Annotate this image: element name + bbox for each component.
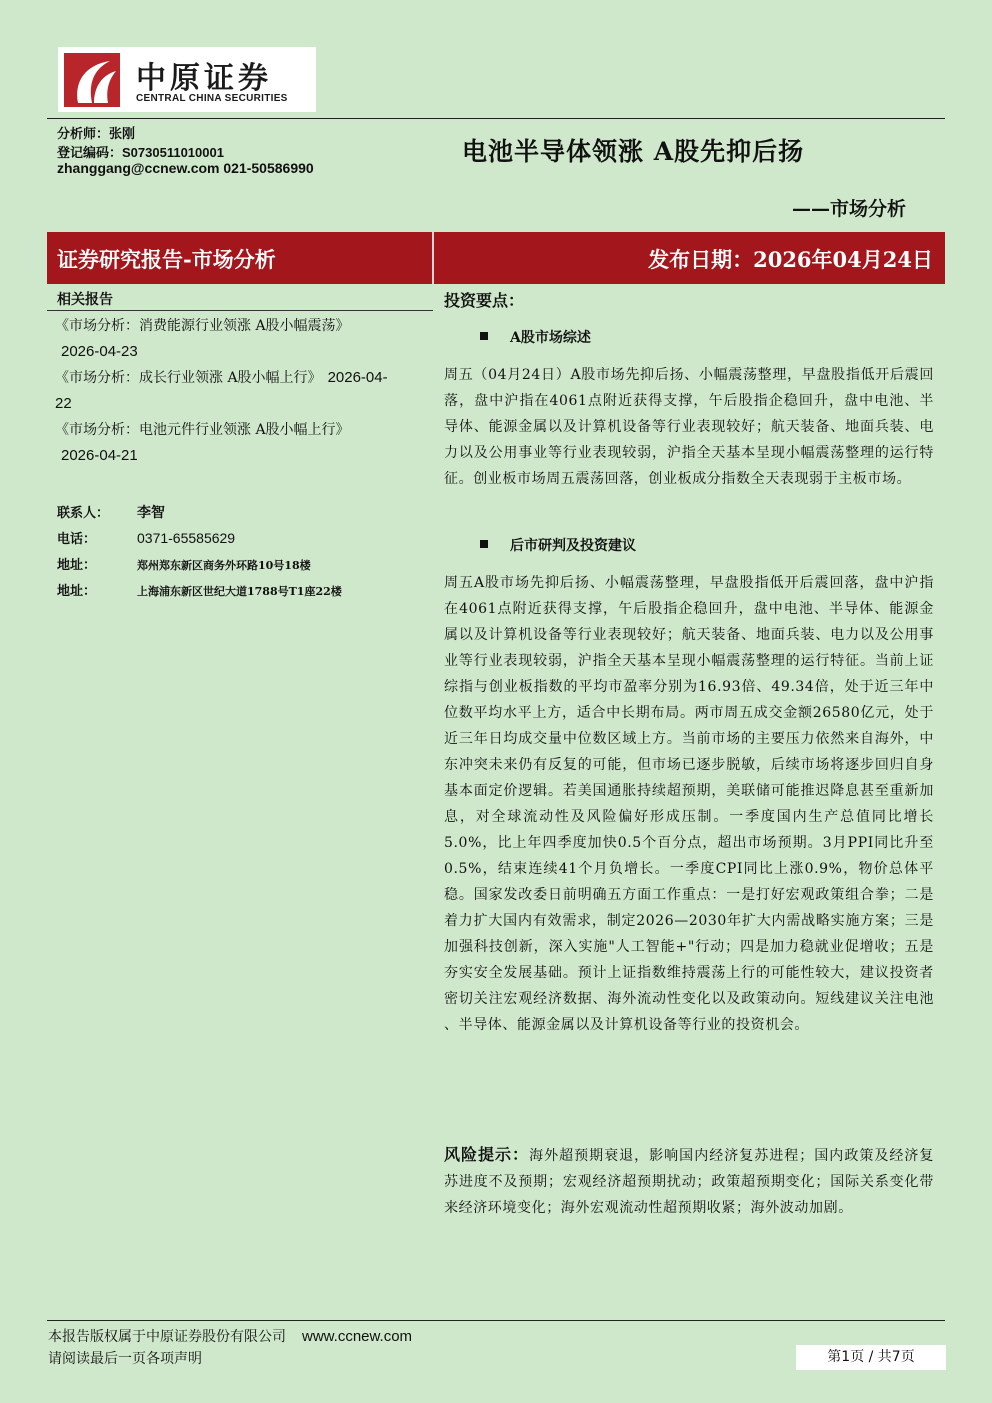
footer-divider xyxy=(47,1320,945,1321)
contact-phone: 0371-65585629 xyxy=(137,530,236,546)
related-report-date: 2026-04-22 xyxy=(55,369,388,412)
risk-warning-text: 海外超预期衰退，影响国内经济复苏进程；国内政策及经济复苏进度不及预期；宏观经济超预期扰动；政策超预期变化；国际关系变化带来经济环境变化；海外宏观流动性超预期收紧；海外波动加剧。 xyxy=(444,1148,934,1216)
section-heading-market-review xyxy=(480,327,591,347)
header-divider xyxy=(47,118,945,119)
market-review-paragraph: 周五（04月24日）A股市场先抑后扬、小幅震荡整理，早盘股指低开后震回落，盘中沪指在4061点附近获得支撑，午后股指企稳回升，盘中电池、半导体、能源金属以及计算机设备等行业表现较好；航天装备、地面兵装、电力以及公用事业等行业表现较弱，沪指全天基本呈现小幅震荡整理的运行特征。创业板市场周五震荡回落，创业板成分指数全天表现弱于主板市场。 xyxy=(444,367,934,487)
report-title: 电池半导体领涨 A股先抑后扬 xyxy=(462,137,805,166)
contact-person: 李智 xyxy=(137,505,165,521)
report-category: 证券研究报告-市场分析 xyxy=(57,247,276,272)
contact-address-label: 地址： xyxy=(57,558,97,573)
related-report-item[interactable] xyxy=(55,365,389,417)
section-heading-text: A股市场综述 xyxy=(510,330,591,346)
logo-name-en: CENTRAL CHINA SECURITIES xyxy=(136,93,288,104)
bullet-square-icon xyxy=(480,332,488,340)
related-report-title[interactable]: 《市场分析：电池元件行业领涨 A股小幅上行》 xyxy=(55,422,350,438)
related-report-item[interactable] xyxy=(55,417,389,469)
contact-address-row xyxy=(57,554,311,573)
related-report-item[interactable] xyxy=(55,313,389,365)
logo-mark-icon xyxy=(64,53,120,107)
footer-website-link[interactable]: www.ccnew.com xyxy=(302,1328,413,1345)
contact-person-label: 联系人： xyxy=(57,506,110,521)
footer-copyright-row xyxy=(48,1326,412,1346)
company-logo xyxy=(58,47,316,112)
banner-divider xyxy=(432,232,434,284)
related-reports-heading: 相关报告 xyxy=(57,292,113,308)
report-subtitle: ——市场分析 xyxy=(791,198,906,220)
analyst-registration: 登记编码：S0730511010001 xyxy=(57,145,224,160)
related-reports-list xyxy=(55,313,389,469)
publish-date: 发布日期：2026年04月24日 xyxy=(648,247,933,272)
contact-address: 郑州郑东新区商务外环路10号18楼 xyxy=(137,559,311,572)
page-indicator: 第1页 / 共7页 xyxy=(796,1345,946,1370)
risk-warning-label: 风险提示： xyxy=(444,1145,530,1164)
contact-address-label: 地址： xyxy=(57,584,97,599)
logo-name-cn: 中原证券 xyxy=(136,61,272,96)
contact-person-row xyxy=(57,502,165,522)
related-divider xyxy=(47,310,433,311)
related-report-title[interactable]: 《市场分析：消费能源行业领涨 A股小幅震荡》 xyxy=(55,318,350,334)
outlook-paragraph: 周五A股市场先抑后扬、小幅震荡整理，早盘股指低开后震回落，盘中沪指在4061点附近获得支撑，午后股指企稳回升，盘中电池、半导体、能源金属以及计算机设备等行业表现较好；航天装备、地面兵装、电力以及公用事业等行业表现较弱，沪指全天基本呈现小幅震荡整理的运行特征。当前上证综指与创业板指数的平均市盈率分别为16.93倍、49.34倍，处于近三年中位数平均水平上方，适合中长期布局。两市周五成交金额26580亿元，处于近三年日均成交量中位数区域上方。当前市场的主要压力依然来自海外，中东冲突未来仍有反复的可能，但市场已逐步脱敏，后续市场将逐步回归自身基本面定价逻辑。若美国通胀持续超预期，美联储可能推迟降息甚至重新加息，对全球流动性及风险偏好形成压制。一季度国内生产总值同比增长5.0%，比上年四季度加快0.5个百分点，超出市场预期。3月PPI同比升至0.5%，结束连续41个月负增长。一季度CPI同比上涨0.9%，物价总体平稳。国家发改委日前明确五方面工作重点：一是打好宏观政策组合拳；二是着力扩大国内有效需求，制定2026—2030年扩大内需战略实施方案；三是加强科技创新，深入实施"人工智能+"行动；四是加力稳就业促增收；五是夯实安全发展基础。预计上证指数维持震荡上行的可能性较大，建议投资者密切关注宏观经济数据、海外流动性变化以及政策动向。短线建议关注电池 、半导体、能源金属以及计算机设备等行业的投资机会。 xyxy=(444,575,934,1033)
section-heading-text: 后市研判及投资建议 xyxy=(510,538,636,554)
contact-address: 上海浦东新区世纪大道1788号T1座22楼 xyxy=(137,585,342,598)
related-report-date: 2026-04-23 xyxy=(61,343,138,360)
contact-phone-row xyxy=(57,528,235,547)
related-report-date: 2026-04-21 xyxy=(61,447,138,464)
analyst-name: 分析师：张刚 xyxy=(57,126,136,141)
risk-warning-paragraph xyxy=(444,1142,934,1221)
related-report-title[interactable]: 《市场分析：成长行业领涨 A股小幅上行》 xyxy=(55,370,322,386)
contact-phone-label: 电话： xyxy=(57,532,97,547)
investment-highlights-heading: 投资要点： xyxy=(444,291,525,310)
bullet-square-icon xyxy=(480,540,488,548)
analyst-contact: zhanggang@ccnew.com 021-50586990 xyxy=(57,160,314,176)
section-heading-outlook xyxy=(480,535,636,555)
contact-address-row xyxy=(57,580,342,599)
footer-copyright: 本报告版权属于中原证券股份有限公司 xyxy=(48,1329,286,1345)
report-banner xyxy=(47,232,945,284)
footer-notice: 请阅读最后一页各项声明 xyxy=(48,1351,202,1367)
